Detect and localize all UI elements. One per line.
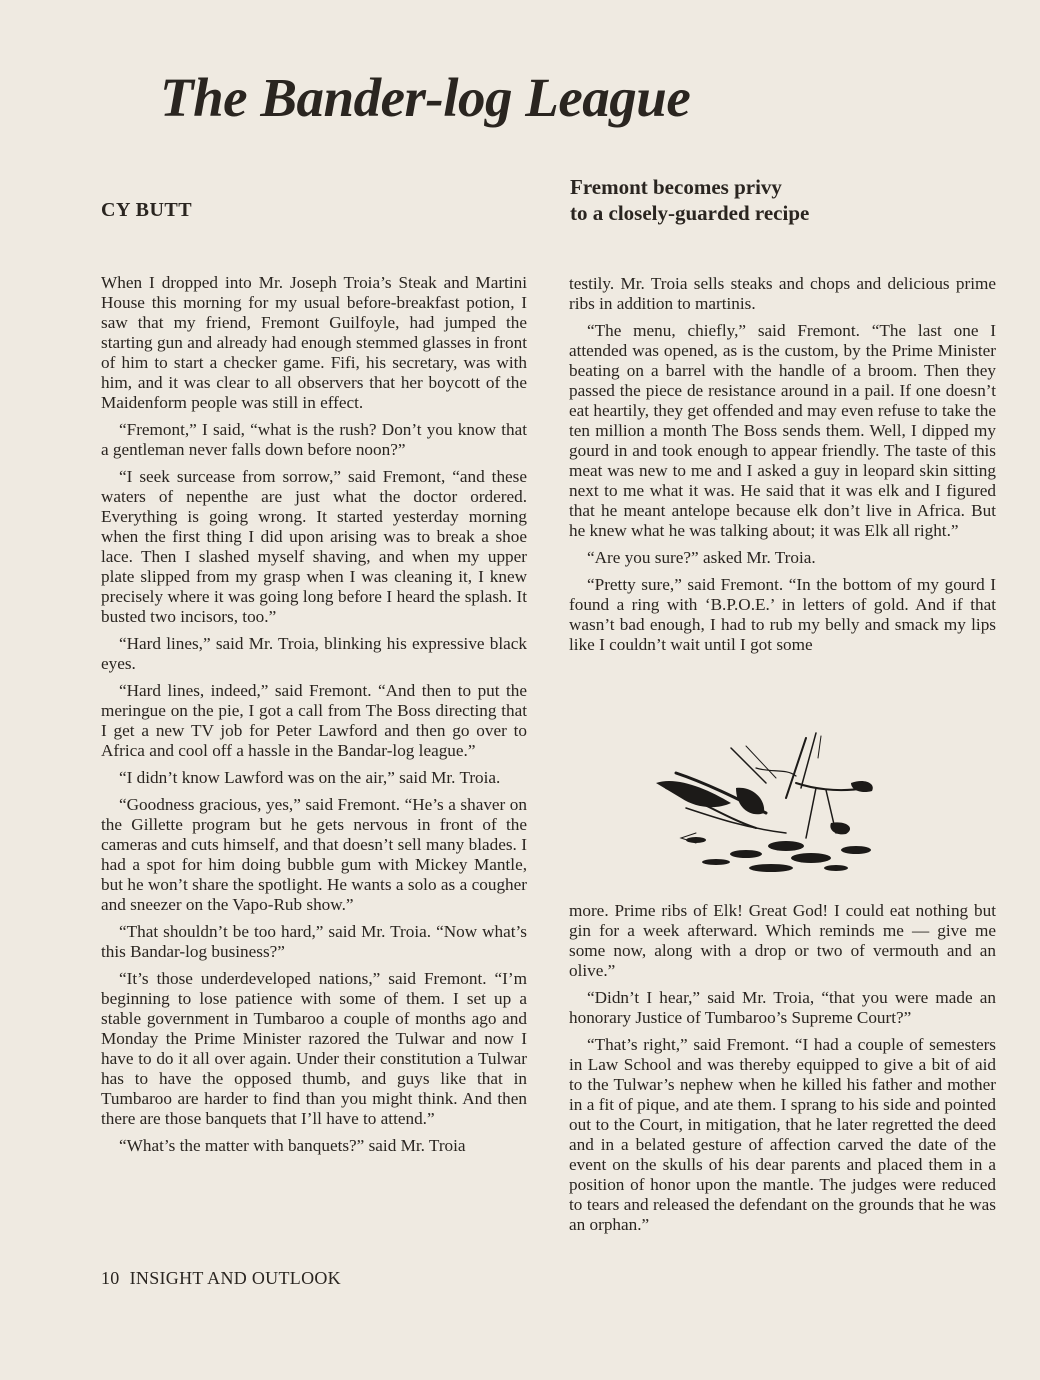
paragraph: “What’s the matter with banquets?” said Mr. Troia bbox=[119, 1136, 466, 1155]
ink-sketch-figure-icon bbox=[636, 728, 926, 888]
paragraph: “I didn’t know Lawford was on the air,” said Mr. Troia. bbox=[119, 768, 501, 787]
article-title: The Bander-log League bbox=[160, 67, 691, 128]
right-column-top bbox=[569, 274, 996, 662]
paragraph: “Are you sure?” asked Mr. Troia. bbox=[587, 548, 816, 567]
paragraph: “Didn’t I hear,” said Mr. Troia, “that you were made an honorary Justice of Tumbaroo’s Supreme Court?” bbox=[569, 988, 996, 1027]
paragraph: “Goodness gracious, yes,” said Fremont. “He’s a shaver on the Gillette program but he gets nervous in front of the cameras and cuts himself, and that doesn’t sell many blades. I had a spot for him doing bubble gum with Mickey Mantle, but he won’t share the spotlight. He wants a solo as a cougher and sneezer on the Vapo-Rub show.” bbox=[101, 795, 527, 914]
paragraph: “It’s those underdeveloped nations,” said Fremont. “I’m beginning to lose patience with some of them. I set up a stable government in Tumbaroo a couple of months ago and Monday the Prime Minister razored the Tulwar and now I have to do it all over again. Under their constitution a Tulwar has to have the opposed thumb, and guys like that in Tumbaroo are harder to find than you might think. And then there are those banquets that I’ll have to attend.” bbox=[101, 969, 527, 1128]
author-byline: CY BUTT bbox=[101, 199, 193, 221]
paragraph: When I dropped into Mr. Joseph Troia’s Steak and Martini House this morning for my usual before-breakfast potion, I saw that my friend, Fremont Guilfoyle, had jumped the starting gun and already had enough stemmed glasses in front of him to start a checker game. Fifi, his secretary, was with him, and it was clear to all observers that her boycott of the Maidenform people was still in effect. bbox=[101, 273, 527, 412]
paragraph: “Pretty sure,” said Fremont. “In the bottom of my gourd I found a ring with ‘B.P.O.E.’ in letters of gold. And if that wasn’t bad enough, I had to rub my belly and smack my lips like I couldn’t wait until I got some bbox=[569, 575, 996, 654]
paragraph: “That shouldn’t be too hard,” said Mr. Troia. “Now what’s this Bandar-log business?” bbox=[101, 922, 527, 961]
paragraph: “Hard lines,” said Mr. Troia, blinking his expressive black eyes. bbox=[101, 634, 527, 673]
page-footer bbox=[101, 1268, 341, 1289]
paragraph: more. Prime ribs of Elk! Great God! I could eat nothing but gin for a week afterward. Which reminds me — give me some now, along with a drop or two of vermouth and an olive.” bbox=[569, 901, 996, 980]
article-subhead bbox=[570, 174, 809, 226]
subhead-line-1: Fremont becomes privy bbox=[570, 175, 782, 199]
subhead-line-2: to a closely-guarded recipe bbox=[570, 201, 810, 225]
publication-name: INSIGHT AND OUTLOOK bbox=[129, 1268, 341, 1288]
right-column-bottom bbox=[569, 901, 996, 1242]
paragraph: “Fremont,” I said, “what is the rush? Don’t you know that a gentleman never falls down before noon?” bbox=[101, 420, 527, 459]
page-number: 10 bbox=[101, 1268, 120, 1288]
paragraph: testily. Mr. Troia sells steaks and chops and delicious prime ribs in addition to martinis. bbox=[569, 274, 996, 313]
paragraph: “Hard lines, indeed,” said Fremont. “And then to put the meringue on the pie, I got a call from The Boss directing that I get a new TV job for Peter Lawford and then go over to Africa and cool off a hassle in the Bandar-log league.” bbox=[101, 681, 527, 760]
paragraph: “That’s right,” said Fremont. “I had a couple of semesters in Law School and was thereby equipped to give a bit of aid to the Tulwar’s nephew when he killed his father and mother in a fit of pique, and ate them. I sprang to his side and pointed out to the Court, in mitigation, that he later regretted the deed and in a belated gesture of affection carved the date of the event on the skulls of his dear parents and placed them in a position of honor upon the mantle. The judges were reduced to tears and released the defendant on the grounds that he was an orphan.” bbox=[569, 1035, 996, 1234]
paragraph: “I seek surcease from sorrow,” said Fremont, “and these waters of nepenthe are just what the doctor ordered. Everything is going wrong. It started yesterday morning when the first thing I did upon arising was to break a shoe lace. Then I slashed myself shaving, and when my upper plate slipped from my grasp when I was cleaning it, I knew precisely where it was going long before I heard the splash. It busted two incisors, too.” bbox=[101, 467, 527, 626]
left-column bbox=[101, 273, 527, 1163]
paragraph: “The menu, chiefly,” said Fremont. “The last one I attended was opened, as is the custom, by the Prime Minister beating on a barrel with the handle of a broom. Then they passed the piece de resistance around in a pail. If one doesn’t eat heartily, they get offended and may even refuse to take the ten million a month The Boss sends them. Well, I dipped my gourd in and took enough to appear friendly. The taste of this meat was new to me and I asked a guy in leopard skin sitting next to me what it was. He said that it was elk and I figured that he meant antelope because elk don’t live in Africa. But he knew what he was talking about; it was Elk all right.” bbox=[569, 321, 996, 540]
